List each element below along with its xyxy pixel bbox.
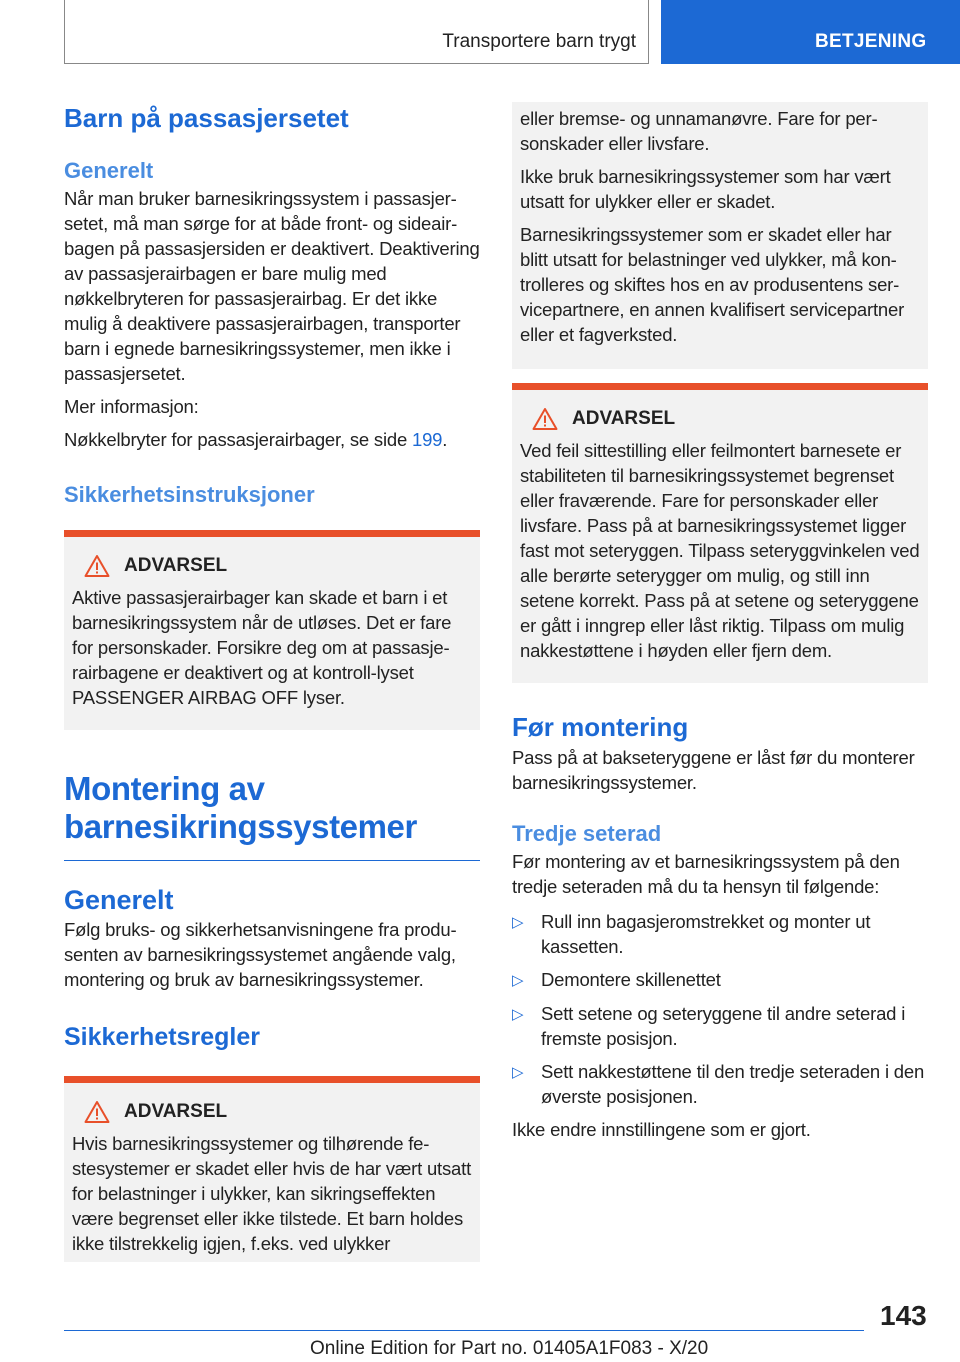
warning-box [64, 530, 480, 730]
right-column [512, 102, 928, 1142]
paragraph-reference [64, 427, 480, 452]
reference-text: Nøkkelbryter for passasjerairbager, se side [64, 429, 412, 450]
warning-title: ADVARSEL [124, 555, 228, 576]
paragraph-generelt: Når man bruker barnesikringssystem i passasjersetet, må man sørge for at både front- og sideairbagen på passasjersiden er deaktivert. Deaktivering av passasjerairbagen er bare mulig med nøkkelbryteren for passasjerairbag. Er det ikke mulig å deaktivere passasjerairbagen, transporter barn i egnede barnesikringssystemer, men ikke i passasjersetet. [64, 188, 480, 384]
warning-text-2: Hvis barnesikringssystemer og tilhørende festesystemer er skadet eller hvis de har vært utsatt for belastninger i ulykker, kan sikringseffekten være begrenset eller ikke tilstede. Et barn holdes ikke tilstrekkelig igjen, f.eks. ved ulykker [72, 1133, 472, 1254]
paragraph-mer-info: Mer informasjon: [64, 396, 199, 417]
warning-text-3: Ved feil sittestilling eller feilmontert barnesete er stabiliteten til barnesikringssystemet begrenset eller fraværende. Fare for personskader eller livsfare. Pass på at barnesikringssystemet ligger fast mot seteryggen. Tilpass seteryggvinkelen ved alle berørte seterygger om mulig, og still inn setene korrekt. Pass på at setene og seteryggene er gått i inngrep eller låst riktig. Tilpass om mulig nakkestøttene i høyden eller fjern dem. [520, 440, 920, 661]
warning-cont-text-1: eller bremse- og unnamanøvre. Fare for personskader eller livsfare. [520, 108, 878, 154]
heading-rule [64, 860, 480, 861]
heading-tredje-seterad: Tredje seterad [512, 821, 662, 846]
warning-triangle-icon [84, 1100, 110, 1124]
warning-header-3 [520, 406, 920, 432]
footer-rule [64, 1330, 864, 1331]
header-section-box [64, 0, 649, 64]
list-item [512, 967, 928, 993]
warning-text: Aktive passasjerairbager kan skade et barn i et barnesikringssystem når de utløses. Det er fare for personskader. Forsikre deg om at passasjerairbagene er deaktivert og at kontroll-lyset PASSENGER AIRBAG OFF lyser. [72, 587, 452, 708]
warning-header [72, 553, 472, 579]
paragraph-for-montering: Pass på at bakseteryggene er låst før du monterer barnesikringssystemer. [512, 747, 915, 793]
left-column [64, 100, 480, 1262]
triangle-right-icon: ▷ [512, 1006, 524, 1023]
triangle-right-icon: ▷ [512, 914, 524, 931]
list-item-text: Sett setene og seteryggene til andre seterad i fremste posisjon. [541, 1003, 906, 1049]
warning-cont-text-3: Barnesikringssystemer som er skadet eller har blitt utsatt for belastninger ved ulykker, må kontrolleres og skiftes hos en av produsentens servicepartnere, en annen kvalifisert servicepartner eller et fagverksted. [520, 224, 905, 345]
triangle-right-icon: ▷ [512, 1064, 524, 1081]
page-link[interactable]: 199 [412, 429, 443, 450]
warning-triangle-icon [84, 554, 110, 578]
heading-sikkerhetsregler: Sikkerhetsregler [64, 1023, 260, 1051]
triangle-right-icon: ▷ [512, 972, 524, 989]
warning-box-3 [512, 383, 928, 683]
warning-cont-text-2: Ikke bruk barnesikringssystemer som har vært utsatt for ulykker eller er skadet. [520, 166, 891, 212]
footer-edition: Online Edition for Part no. 01405A1F083 - X/20 [310, 1338, 709, 1359]
warning-box-2 [64, 1076, 480, 1262]
list-item-text: Rull inn bagasjeromstrekket og monter ut kassetten. [541, 911, 871, 957]
header-section-title: Transportere barn trygt [442, 31, 636, 52]
warning-triangle-icon [532, 407, 558, 431]
warning-box-continued [512, 102, 928, 369]
paragraph-end: Ikke endre innstillingene som er gjort. [512, 1119, 811, 1140]
paragraph-bruksanvisning: Følg bruks- og sikkerhetsanvisningene fra produsenten av barnesikringssystemet angående valg, montering og bruk av barnesikringssystemer. [64, 919, 457, 990]
list-item-text: Demontere skillenettet [541, 969, 721, 990]
list-item-text: Sett nakkestøttene til den tredje seteraden i den øverste posisjonen. [541, 1061, 925, 1107]
heading-barn-passasjersetet: Barn på passasjersetet [64, 103, 349, 133]
subheading-generelt-2: Generelt [64, 885, 174, 915]
header-chapter-tab[interactable] [661, 0, 960, 64]
reference-end: . [442, 429, 448, 450]
warning-header-2 [72, 1099, 472, 1125]
warning-title-2: ADVARSEL [124, 1101, 228, 1122]
heading-sikkerhetsinstruksjoner: Sikkerhetsinstruksjoner [64, 482, 315, 507]
warning-title-3: ADVARSEL [572, 408, 676, 429]
paragraph-tredje-seterad: Før montering av et barnesikringssystem på den tredje seteraden må du ta hensyn til følgende: [512, 851, 900, 897]
page-number: 143 [880, 1300, 927, 1331]
subheading-generelt: Generelt [64, 158, 154, 183]
list-item [512, 909, 928, 959]
header-chapter-label: BETJENING [815, 31, 927, 52]
bullet-list [512, 909, 928, 1109]
list-item [512, 1059, 928, 1109]
list-item [512, 1001, 928, 1051]
heading-for-montering: Før montering [512, 712, 689, 742]
heading-montering: Montering av barnesikringssystemer [64, 770, 417, 845]
